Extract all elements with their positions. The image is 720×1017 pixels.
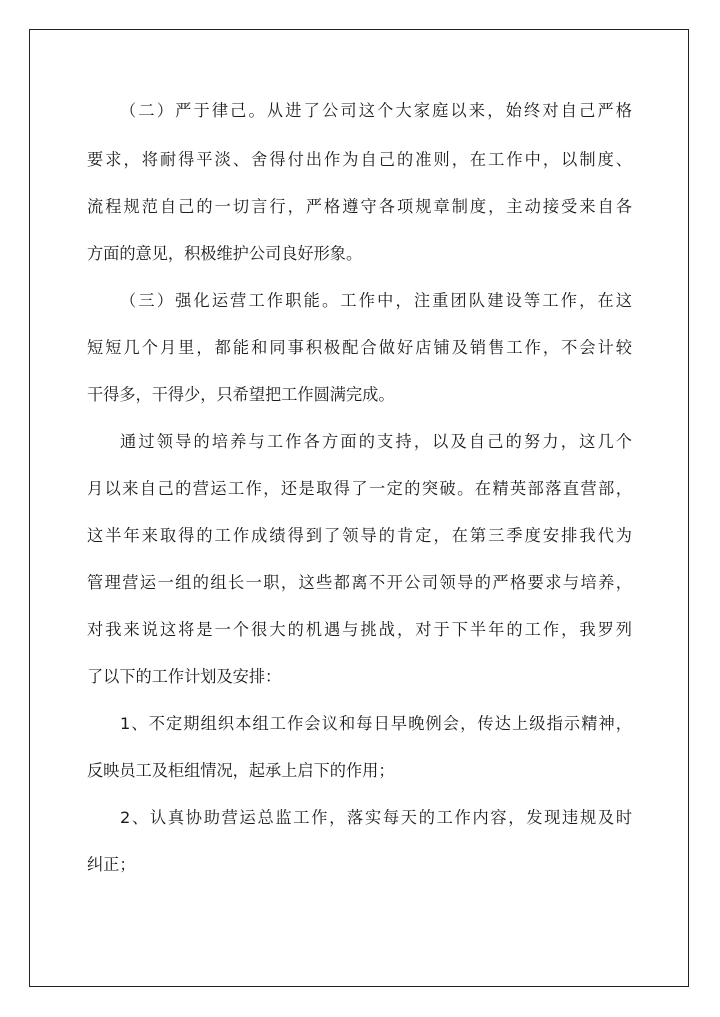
summary-paragraph-line-6: 了以下的工作计划及安排：	[87, 667, 282, 686]
paragraph-2-line-4: 方面的意见，积极维护公司良好形象。	[87, 244, 363, 263]
paragraph-2-line-1: （二）严于律己。从进了公司这个大家庭以来，始终对自己严格	[120, 101, 632, 120]
plan-item-1-line-1: 1、不定期组织本组工作会议和每日早晚例会，传达上级指示精神，	[120, 714, 632, 733]
paragraph-3-line-1: （三）强化运营工作职能。工作中，注重团队建设等工作，在这	[120, 291, 632, 310]
page-border	[29, 29, 689, 987]
summary-paragraph-line-5: 对我来说这将是一个很大的机遇与挑战，对于下半年的工作，我罗列	[87, 620, 632, 639]
summary-paragraph-line-3: 这半年来取得的工作成绩得到了领导的肯定，在第三季度安排我代为	[87, 526, 632, 545]
plan-item-1-line-2: 反映员工及柜组情况，起承上启下的作用；	[87, 761, 395, 780]
summary-paragraph-line-2: 月以来自己的营运工作，还是取得了一定的突破。在精英部落直营部，	[87, 479, 632, 498]
paragraph-2-line-3: 流程规范自己的一切言行，严格遵守各项规章制度，主动接受来自各	[87, 197, 632, 216]
summary-paragraph-line-4: 管理营运一组的组长一职，这些都离不开公司领导的严格要求与培养，	[87, 573, 632, 592]
plan-item-2-line-1: 2、认真协助营运总监工作，落实每天的工作内容，发现违规及时	[120, 808, 632, 827]
paragraph-3-line-2: 短短几个月里，都能和同事积极配合做好店铺及销售工作，不会计较	[87, 338, 632, 357]
summary-paragraph-line-1: 通过领导的培养与工作各方面的支持，以及自己的努力，这几个	[120, 432, 632, 451]
paragraph-3-line-3: 干得多，干得少，只希望把工作圆满完成。	[87, 385, 395, 404]
paragraph-2-line-2: 要求，将耐得平淡、舍得付出作为自己的准则，在工作中，以制度、	[87, 150, 632, 169]
plan-item-2-line-2: 纠正；	[87, 855, 136, 874]
